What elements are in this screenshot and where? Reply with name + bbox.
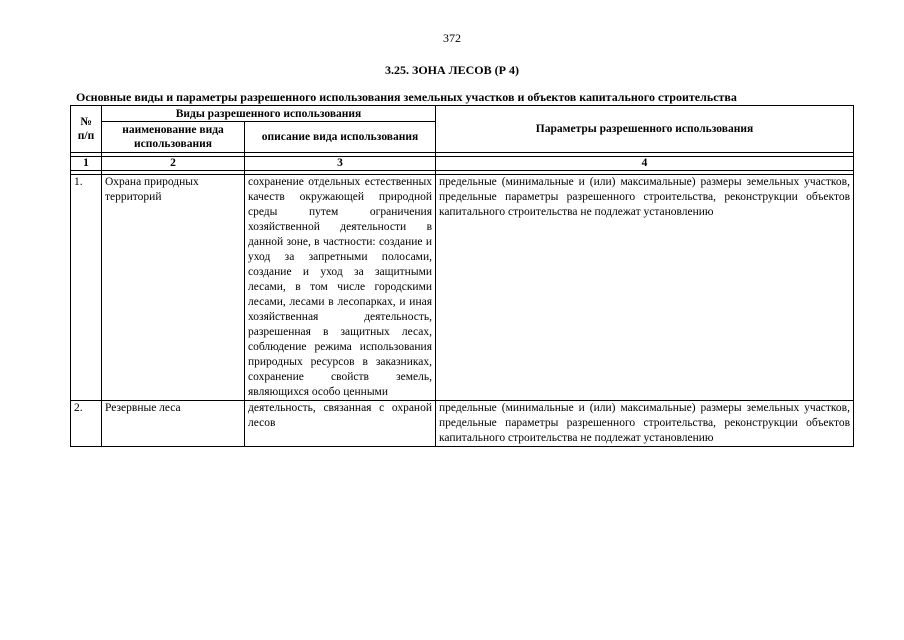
- column-number: 3: [245, 157, 436, 171]
- use-name: Охрана природных территорий: [102, 175, 245, 401]
- column-number: 4: [436, 157, 854, 171]
- use-description: сохранение отдельных естественных качеств окружающей природной среды путем ограничения хозяйственной деятельности в данной зоне, в частности: создание и уход за запретными полосами, создание и уход за защитными лесами, в том числе городскими лесами, лесами в лесопарках, и иная хозяйственная деятельность, разрешенная в защитных лесах, соблюдение режима использования природных ресурсов в заказниках, сохранение свойств земель, являющихся особо ценными: [245, 175, 436, 401]
- use-description: деятельность, связанная с охраной лесов: [245, 401, 436, 447]
- header-row-top: [71, 106, 854, 122]
- column-number-row: [71, 157, 854, 171]
- column-number: 1: [71, 157, 102, 171]
- use-parameters: предельные (минимальные и (или) максимальные) размеры земельных участков, предельные параметры разрешенного строительства, реконструкции объектов капитального строительства не подлежат установлению: [436, 175, 854, 401]
- section-title: 3.25. ЗОНА ЛЕСОВ (Р 4): [385, 63, 519, 77]
- header-name: наименование вида использования: [102, 122, 245, 153]
- header-params: Параметры разрешенного использования: [436, 106, 854, 153]
- use-name: Резервные леса: [102, 401, 245, 447]
- table-row: [71, 175, 854, 401]
- header-num: № п/п: [71, 106, 102, 153]
- row-number: 2.: [71, 401, 102, 447]
- header-group: Виды разрешенного использования: [102, 106, 436, 122]
- land-use-table: [70, 105, 854, 447]
- table-row: [71, 401, 854, 447]
- row-number: 1.: [71, 175, 102, 401]
- page-number: 372: [443, 31, 461, 45]
- header-description: описание вида использования: [245, 122, 436, 153]
- column-number: 2: [102, 157, 245, 171]
- table-caption: Основные виды и параметры разрешенного использования земельных участков и объектов капитального строительства: [76, 90, 737, 104]
- use-parameters: предельные (минимальные и (или) максимальные) размеры земельных участков, предельные параметры разрешенного строительства, реконструкции объектов капитального строительства не подлежат установлению: [436, 401, 854, 447]
